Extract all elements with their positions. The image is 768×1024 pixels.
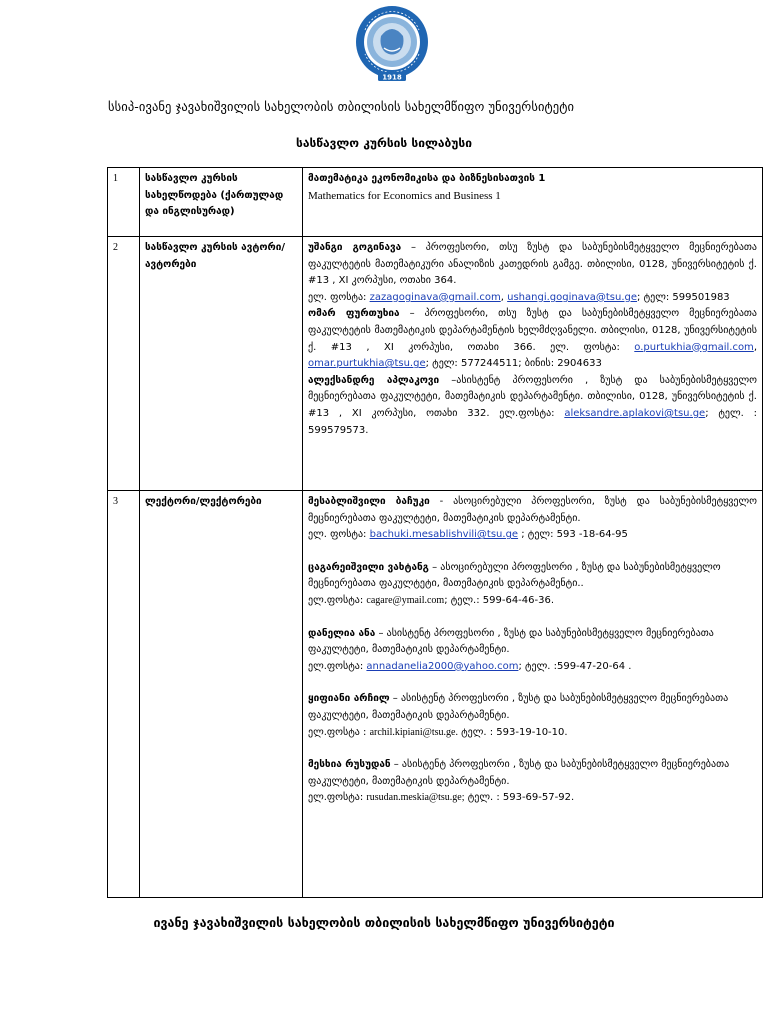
lecturer-phone: ; ტელ: 593 -18-64-95 xyxy=(518,529,628,541)
lecturer-description: - ასოცირებული პროფესორი, ზუსტ და საბუნებისმეტყველო მეცნიერებათა ფაკულტეტი, მათემატიკის დეპარტამენტი. xyxy=(308,496,757,524)
author-phone: ; ტელ: 599501983 xyxy=(637,291,730,303)
university-header-line: სსიპ-ივანე ჯავახიშვილის სახელობის თბილისის სახელმწიფო უნივერსიტეტი xyxy=(108,99,575,114)
email-label: ელ.ფოსტა: xyxy=(308,792,367,804)
author-email-link[interactable]: o.purtukhia@gmail.com xyxy=(634,341,754,353)
lecturer-description: – ასისტენტ პროფესორი , ზუსტ და საბუნებისმეტყველო მეცნიერებათა ფაკულტეტი, მათემატიკის დეპარტამენტი. xyxy=(308,693,729,721)
row-number: 3 xyxy=(108,491,140,898)
lecturer-phone: ; ტელ. :599-47-20-64 . xyxy=(518,660,632,672)
email-label: ელ. ფოსტა: xyxy=(308,529,370,541)
author-email-link[interactable]: omar.purtukhia@tsu.ge xyxy=(308,358,426,370)
author-email-link[interactable]: aleksandre.aplakovi@tsu.ge xyxy=(564,407,706,419)
logo-year: 1918 xyxy=(382,73,402,82)
lecturer-name: დანელია ანა xyxy=(308,627,376,639)
lecturer-name: მესხია რუსუდან xyxy=(308,759,391,771)
row-label: სასწავლო კურსის ავტორი/ავტორები xyxy=(140,237,303,491)
lecturer-email: cagare@ymail.com xyxy=(366,594,445,606)
lecturer-entry xyxy=(308,691,757,741)
author-description: – პროფესორი, თსუ ზუსტ და საბუნებისმეტყველო მეცნიერებათა ფაკულტეტის მათემატიკური ანალიზის კათედრის გამგე. თბილისი, 0128, უნივერსიტეტის ქ. #13 , XI კორპუსი, ოთახი 364. xyxy=(308,242,757,287)
author-entry xyxy=(308,373,757,439)
author-phone: ; ტელ. : 599579573. xyxy=(308,407,757,436)
lecturer-description: – ასისტენტ პროფესორი , ზუსტ და საბუნებისმეტყველო მეცნიერებათა ფაკულტეტი, მათემატიკის დეპარტამენტი. xyxy=(308,759,730,787)
lecturer-entry xyxy=(308,560,757,610)
table-row-lecturers xyxy=(108,491,763,898)
lecturer-entry xyxy=(308,757,757,807)
row-number: 1 xyxy=(108,168,140,237)
lecturer-entry xyxy=(308,494,757,544)
lecturer-description: – ასოცირებული პროფესორი , ზუსტ და საბუნებისმეტყველო მეცნიერებათა ფაკულტეტი, მათემატიკის დეპარტამენტი.. xyxy=(308,561,721,590)
author-description: –ასისტენტ პროფესორი , ზუსტ და საბუნებისმეტყველო მეცნიერებათა ფაკულტეტი, მათემატიკის დეპარტამენტი. თბილისი, 0128, უნივერსიტეტის ქ. #13 , XI კორპუსი, ოთახი 332. xyxy=(308,374,757,419)
email-label: ელ. ფოსტა: xyxy=(550,341,635,353)
author-name: ალექსანდრე აპლაკოვი xyxy=(308,374,440,386)
footer-university-name: ივანე ჯავახიშვილის სახელობის თბილისის სახელმწიფო უნივერსიტეტი xyxy=(153,915,615,930)
author-name: ომარ ფურთუხია xyxy=(308,308,400,320)
lecturer-name: ცაგარეიშვილი ვახტანგ xyxy=(308,561,429,573)
table-row-authors xyxy=(108,237,763,491)
lecturer-phone: ტელ. : 593-19-10-10. xyxy=(457,726,568,738)
lecturer-phone: ; ტელ.: 599-64-46-36. xyxy=(444,594,555,606)
email-label: ელ.ფოსტა: xyxy=(308,660,367,672)
course-title-en: Mathematics for Economics and Business 1 xyxy=(308,189,501,202)
lecturer-name: მესაბლიშვილი ბაჩუკი xyxy=(308,496,430,507)
lecturer-entry xyxy=(308,626,757,676)
table-row-course-title xyxy=(108,168,763,237)
email-label: ელ.ფოსტა: xyxy=(499,407,565,419)
email-label: ელ.ფოსტა: xyxy=(308,594,367,606)
row-label: სასწავლო კურსის სახელწოდება (ქართულად და ინგლისურად) xyxy=(140,168,303,237)
lecturers-cell xyxy=(303,491,763,898)
lecturer-email-link[interactable]: bachuki.mesablishvili@tsu.ge xyxy=(369,529,519,541)
lecturer-email-link[interactable]: annadanelia2000@yahoo.com xyxy=(366,660,519,672)
row-number: 2 xyxy=(108,237,140,491)
syllabus-table xyxy=(107,167,763,898)
document-title: სასწავლო კურსის სილაბუსი xyxy=(296,136,472,150)
author-entry: უშანგი გოგინავა – პროფესორი, თსუ ზუსტ და საბუნებისმეტყველო მეცნიერებათა ფაკულტეტის მათემატიკური ანალიზის კათედრის გამგე. თბილისი, 0128, უნივერსიტეტის ქ. #13 , XI კორპუსი, ოთახი 364. ელ. ფოსტა: zazagoginava@gmail.com, ushangi.goginava@tsu.ge; ტელ: 599501983 xyxy=(308,242,757,303)
author-email-link[interactable]: ushangi.goginava@tsu.ge xyxy=(507,291,638,303)
author-email-link[interactable]: zazagoginava@gmail.com xyxy=(369,291,501,303)
lecturer-email: rusudan.meskia@tsu.ge; xyxy=(366,792,465,804)
course-title-cell xyxy=(303,168,763,237)
lecturer-name: ყიფიანი არჩილ xyxy=(308,693,390,705)
university-seal-logo xyxy=(355,2,429,86)
lecturer-phone: ტელ. : 593-69-57-92. xyxy=(464,792,575,804)
author-entry: ომარ ფურთუხია – პროფესორი, თსუ ზუსტ და საბუნებისმეტყველო მეცნიერებათა ფაკულტეტის მათემატიკის დეპარტამენტის ხელმძღვანელი. თბილისი, 0128, უნივერსიტეტის ქ. #13 , XI კორპუსი, ოთახი 366. ელ. ფოსტა: o.purtukhia@gmail.com, omar.purtukhia@tsu.ge; ტელ: 577244511; ბინის: 2904633 xyxy=(308,308,758,370)
author-name: უშანგი გოგინავა xyxy=(308,242,402,253)
email-label: ელ.ფოსტა : xyxy=(308,726,370,738)
authors-cell xyxy=(303,237,763,491)
lecturer-email: archil.kipiani@tsu.ge. xyxy=(369,726,458,738)
lecturer-description: – ასისტენტ პროფესორი , ზუსტ და საბუნებისმეტყველო მეცნიერებათა ფაკულტეტი, მათემატიკის დეპარტამენტი. xyxy=(308,627,714,656)
course-title-ka: მათემატიკა ეკონომიკისა და ბიზნესისათვის 1 xyxy=(308,173,546,184)
email-label: ელ. ფოსტა: xyxy=(308,291,370,303)
author-phone: ; ტელ: 577244511; ბინის: 2904633 xyxy=(425,358,602,370)
row-label: ლექტორი/ლექტორები xyxy=(140,491,303,898)
author-description: – პროფესორი, თსუ ზუსტ და საბუნებისმეტყველო მეცნიერებათა ფაკულტეტის მათემატიკის დეპარტამენტის ხელმძღვანელი. თბილისი, 0128, უნივერსიტეტის ქ. #13 , XI კორპუსი, ოთახი 366. xyxy=(308,308,758,353)
